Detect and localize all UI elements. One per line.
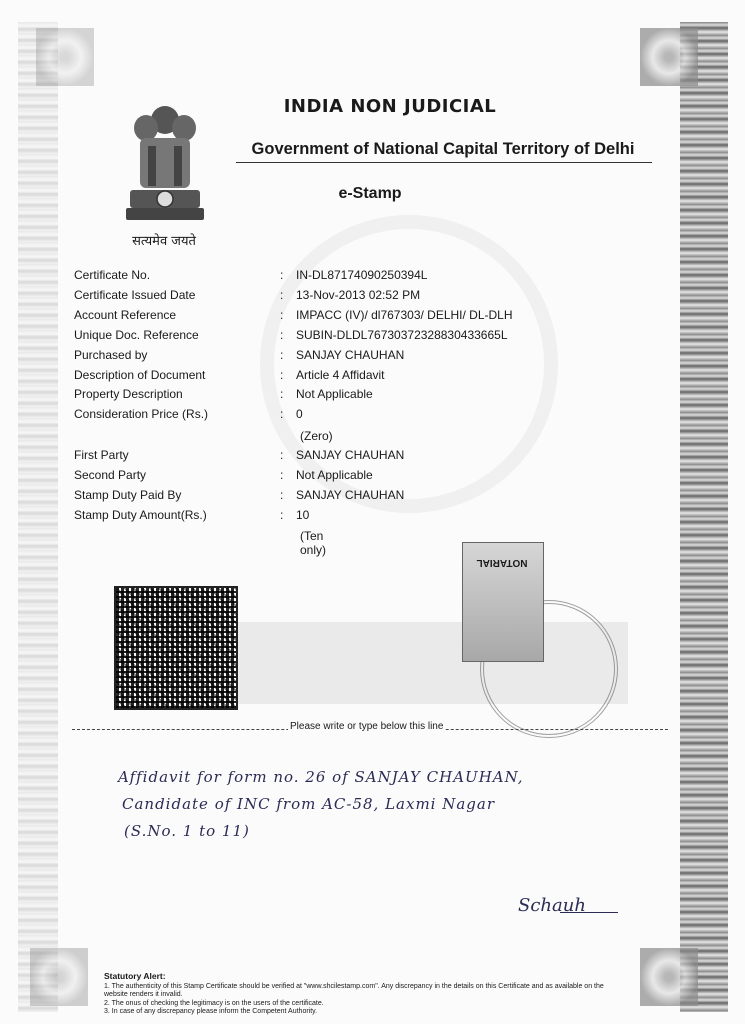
field-label: Consideration Price (Rs.) [74,407,209,421]
alert-item: 2. The onus of checking the legitimacy is on the users of the certificate. [104,999,324,1007]
field-separator: : [280,368,284,382]
title-underline [236,162,652,163]
field-certificate-no [74,268,634,286]
alert-item: 3. In case of any discrepancy please inform the Competent Authority. [104,1008,318,1015]
field-consideration-price [74,407,634,425]
field-value: SANJAY CHAUHAN [296,448,405,462]
field-label: Unique Doc. Reference [74,328,199,342]
field-value: Not Applicable [296,387,373,401]
field-separator: : [280,468,284,482]
field-value: IN-DL87174090250394L [296,268,428,282]
field-value: 10 [296,508,310,522]
alert-item: 1. The authenticity of this Stamp Certificate should be verified at "www.shcilestamp.com". Any discrepancy in the details on this Certificate and as available on the website renders it invalid. [104,982,604,998]
field-value: 0 [296,407,303,421]
field-label: Certificate Issued Date [74,288,196,302]
field-separator: : [280,508,284,522]
national-motto: सत्यमेव जयते [132,234,196,249]
field-label: Property Description [74,387,183,401]
notarial-label: NOTARIAL [476,557,528,568]
field-value: Not Applicable [296,468,373,482]
field-label: Stamp Duty Amount(Rs.) [74,508,207,522]
document-title: INDIA NON JUDICIAL [283,96,497,117]
qr-code-icon [114,586,238,710]
field-separator: : [280,407,284,421]
field-separator: : [280,448,284,462]
field-description [74,368,634,386]
field-label: Purchased by [74,348,148,362]
field-first-party [74,448,634,466]
field-duty-paid-by [74,488,634,506]
amount-in-words: (Zero) [300,429,333,443]
field-value: Article 4 Affidavit [296,368,385,382]
field-property-description [74,387,634,405]
field-separator: : [280,268,284,282]
field-separator: : [280,288,284,302]
field-separator: : [280,308,284,322]
field-separator: : [280,348,284,362]
handwritten-line: Affidavit for form no. 26 of SANJAY CHAUHAN, [118,768,524,786]
field-label: First Party [74,448,129,462]
handwritten-line: (S.No. 1 to 11) [124,822,250,840]
field-duty-amount [74,508,634,526]
alert-title: Statutory Alert: [104,971,166,981]
corner-ornament-icon [640,948,698,1006]
field-unique-doc-reference [74,328,634,346]
field-issued-date [74,288,634,306]
left-ornamental-border [18,22,58,1012]
field-value: SANJAY CHAUHAN [296,488,405,502]
government-name: Government of National Capital Territory of Delhi [251,140,635,158]
field-label: Certificate No. [74,268,151,282]
signature-stroke [560,912,618,913]
corner-ornament-icon [640,28,698,86]
statutory-alert [104,972,624,1017]
field-label: Description of Document [74,368,206,382]
field-value: IMPACC (IV)/ dl767303/ DELHI/ DL-DLH [296,308,513,322]
field-separator: : [280,488,284,502]
field-account-reference [74,308,634,326]
right-ornamental-border [680,22,728,1012]
corner-ornament-icon [30,948,88,1006]
field-value: 13-Nov-2013 02:52 PM [296,288,421,302]
field-label: Stamp Duty Paid By [74,488,182,502]
stamp-type: e-Stamp [338,185,402,202]
handwritten-line: Candidate of INC from AC-58, Laxmi Nagar [122,795,496,813]
field-separator: : [280,387,284,401]
national-emblem-icon [118,98,212,228]
field-value: SUBIN-DLDL76730372328830433665L [296,328,508,342]
field-value: SANJAY CHAUHAN [296,348,405,362]
field-separator: : [280,328,284,342]
field-purchased-by [74,348,634,366]
field-label: Second Party [74,468,147,482]
corner-ornament-icon [36,28,94,86]
signature: Schauh [518,895,586,916]
field-label: Account Reference [74,308,177,322]
field-second-party [74,468,634,486]
cut-line-text: Please write or type below this line [290,721,444,732]
amount-in-words: (Ten only) [300,529,327,557]
